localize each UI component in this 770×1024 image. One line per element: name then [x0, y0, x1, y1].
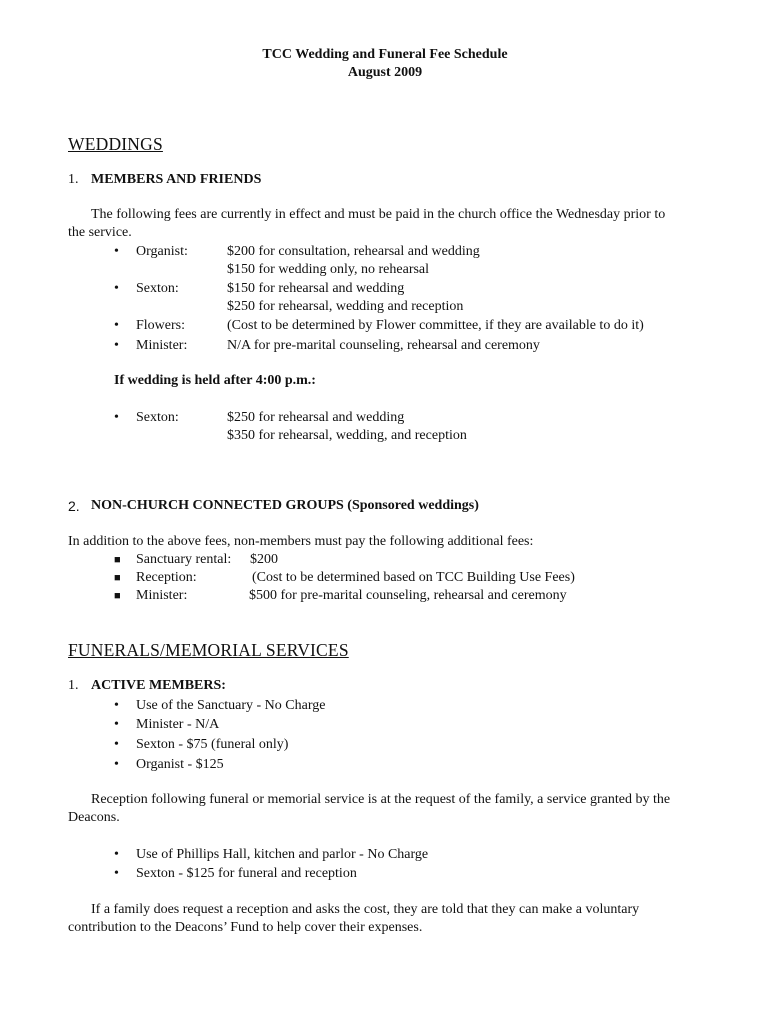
- fee-value: (Cost to be determined based on TCC Building Use Fees): [252, 570, 575, 585]
- section-title-active-members: ACTIVE MEMBERS:: [91, 678, 226, 693]
- fee-label: Minister:: [136, 338, 188, 353]
- paragraph-line: the service.: [68, 225, 132, 240]
- bullet-icon: •: [114, 866, 119, 881]
- list-item: Organist - $125: [136, 757, 224, 772]
- bullet-icon: •: [114, 281, 119, 296]
- square-bullet-icon: ■: [114, 590, 121, 602]
- fee-label: Sexton:: [136, 281, 179, 296]
- funerals-heading: FUNERALS/MEMORIAL SERVICES: [68, 640, 349, 660]
- subheading-after-4pm: If wedding is held after 4:00 p.m.:: [114, 373, 316, 388]
- section-title-members: MEMBERS AND FRIENDS: [91, 172, 262, 187]
- section-number: 1.: [68, 678, 79, 693]
- fee-value: $250 for rehearsal, wedding and reception: [227, 299, 464, 314]
- list-item: Sexton - $125 for funeral and reception: [136, 866, 357, 881]
- bullet-icon: •: [114, 847, 119, 862]
- fee-value: $200 for consultation, rehearsal and wedding: [227, 244, 480, 259]
- weddings-heading: WEDDINGS: [68, 134, 163, 154]
- fee-value: $250 for rehearsal and wedding: [227, 410, 405, 425]
- fee-label: Reception:: [136, 570, 197, 585]
- paragraph-line: The following fees are currently in effect and must be paid in the church office the Wednesday prior to: [91, 207, 666, 222]
- fee-value: $500 for pre-marital counseling, rehearsal and ceremony: [249, 588, 567, 603]
- section-title-non-church: NON-CHURCH CONNECTED GROUPS (Sponsored weddings): [91, 498, 479, 513]
- paragraph-line: Deacons.: [68, 810, 120, 825]
- bullet-icon: •: [114, 410, 119, 425]
- paragraph-line: Reception following funeral or memorial service is at the request of the family, a service granted by the: [91, 792, 671, 807]
- bullet-icon: •: [114, 244, 119, 259]
- fee-label: Flowers:: [136, 318, 185, 333]
- list-item: Minister - N/A: [136, 717, 220, 732]
- section-number: 1.: [68, 172, 79, 187]
- document-title: TCC Wedding and Funeral Fee Schedule: [262, 47, 508, 62]
- paragraph-line: contribution to the Deacons’ Fund to help cover their expenses.: [68, 920, 423, 935]
- list-item: Sexton - $75 (funeral only): [136, 737, 289, 752]
- paragraph-line: In addition to the above fees, non-members must pay the following additional fees:: [68, 534, 534, 549]
- fee-value: $150 for rehearsal and wedding: [227, 281, 405, 296]
- square-bullet-icon: ■: [114, 554, 121, 566]
- section-number: 2.: [68, 498, 80, 514]
- document-date: August 2009: [347, 65, 423, 80]
- fee-value: $150 for wedding only, no rehearsal: [227, 262, 430, 277]
- square-bullet-icon: ■: [114, 572, 121, 584]
- fee-value: N/A for pre-marital counseling, rehearsal and ceremony: [227, 338, 540, 353]
- bullet-icon: •: [114, 338, 119, 353]
- fee-label: Minister:: [136, 588, 188, 603]
- bullet-icon: •: [114, 318, 119, 333]
- bullet-icon: •: [114, 717, 119, 732]
- list-item: Use of the Sanctuary - No Charge: [136, 698, 326, 713]
- list-item: Use of Phillips Hall, kitchen and parlor - No Charge: [136, 847, 429, 862]
- fee-label: Sexton:: [136, 410, 179, 425]
- bullet-icon: •: [114, 737, 119, 752]
- fee-value: (Cost to be determined by Flower committee, if they are available to do it): [227, 318, 644, 333]
- fee-value: $350 for rehearsal, wedding, and reception: [227, 428, 467, 443]
- fee-label: Sanctuary rental:: [136, 552, 232, 567]
- fee-label: Organist:: [136, 244, 188, 259]
- bullet-icon: •: [114, 698, 119, 713]
- fee-value: $200: [250, 552, 278, 567]
- bullet-icon: •: [114, 757, 119, 772]
- paragraph-line: If a family does request a reception and asks the cost, they are told that they can make a voluntary: [91, 902, 640, 917]
